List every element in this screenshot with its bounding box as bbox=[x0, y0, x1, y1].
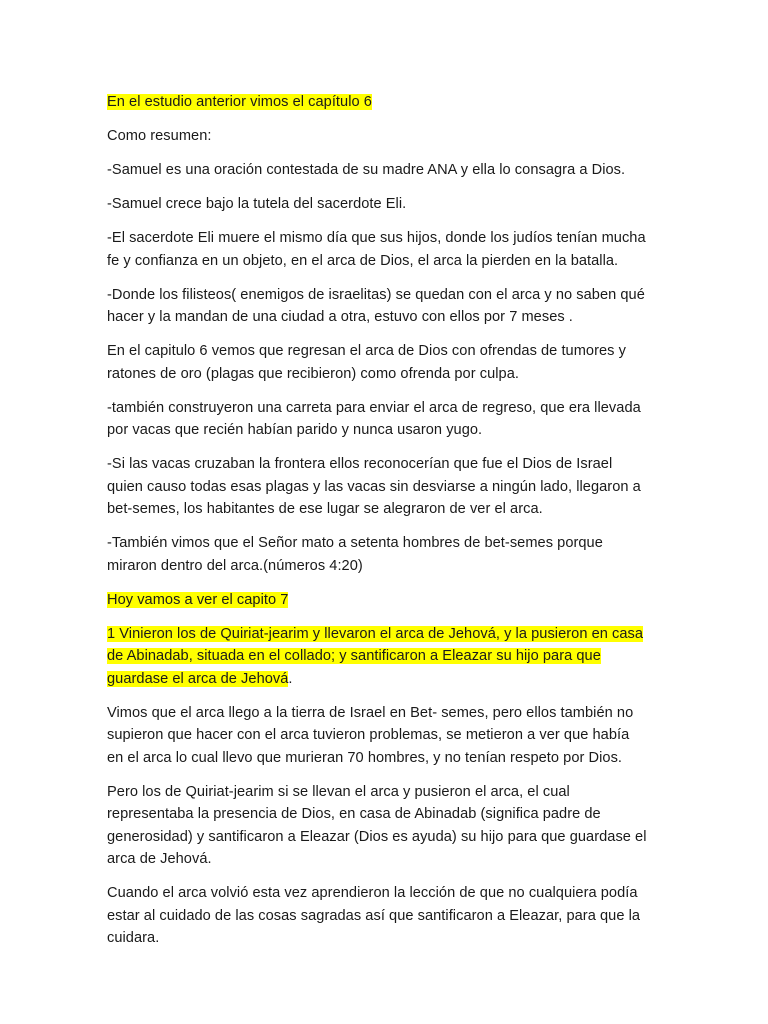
paragraph-summary-item: -El sacerdote Eli muere el mismo día que sus hijos, donde los judíos tenían mucha fe y confianza en un objeto, en el arca de Dios, el arca la pierden en la batalla. bbox=[107, 230, 646, 269]
paragraph-summary-item: -Samuel crece bajo la tutela del sacerdote Eli. bbox=[107, 196, 407, 212]
paragraph-commentary: Vimos que el arca llego a la tierra de Israel en Bet- semes, pero ellos también no supieron que hacer con el arca tuvieron problemas, se metieron a ver que había en el arca lo cual llevo que murieran 70 hombres, y no tenían respeto por Dios. bbox=[107, 704, 634, 766]
highlighted-text: Hoy vamos a ver el capito 7 bbox=[107, 591, 289, 608]
paragraph-summary-item: -Donde los filisteos( enemigos de israelitas) se quedan con el arca y no saben qué hacer y la mandan de una ciudad a otra, estuvo con ellos por 7 meses . bbox=[107, 286, 645, 325]
paragraph-summary-item: -Si las vacas cruzaban la frontera ellos reconocerían que fue el Dios de Israel quien causo todas esas plagas y las vacas sin desviarse a ningún lado, llegaron a bet-semes, los habitantes de ese lugar se alegraron de ver el arca. bbox=[107, 456, 641, 517]
paragraph-summary-item: -también construyeron una carreta para enviar el arca de regreso, que era llevada por vacas que recién habían parido y nunca usaron yugo. bbox=[107, 399, 641, 438]
paragraph-verse-1 bbox=[107, 623, 647, 691]
highlighted-verse: 1 Vinieron los de Quiriat-jearim y llevaron el arca de Jehová, y la pusieron en casa de Abinadab, situada en el collado; y santificaron a Eleazar su hijo para que guardase el arca de Jehová bbox=[107, 625, 644, 687]
paragraph-commentary: Pero los de Quiriat-jearim si se llevan el arca y pusieron el arca, el cual representaba la presencia de Dios, en casa de Abinadab (significa padre de generosidad) y santificaron a Eleazar (Dios es ayuda) su hijo para que guardase el arca de Jehová. bbox=[107, 783, 647, 867]
paragraph-summary-heading: Como resumen: bbox=[107, 128, 212, 144]
paragraph-chapter-6: En el capitulo 6 vemos que regresan el arca de Dios con ofrendas de tumores y ratones de oro (plagas que recibieron) como ofrenda por culpa. bbox=[107, 343, 626, 382]
paragraph-summary-item: -Samuel es una oración contestada de su madre ANA y ella lo consagra a Dios. bbox=[107, 162, 626, 178]
paragraph-previous-study bbox=[107, 91, 647, 114]
verse-tail: . bbox=[288, 670, 293, 687]
paragraph-commentary: Cuando el arca volvió esta vez aprendieron la lección de que no cualquiera podía estar al cuidado de las cosas sagradas así que santificaron a Eleazar, para que la cuidara. bbox=[107, 885, 641, 946]
document-body bbox=[107, 91, 647, 961]
highlighted-text: En el estudio anterior vimos el capítulo 6 bbox=[107, 94, 372, 110]
paragraph-chapter-7-heading bbox=[107, 589, 647, 612]
paragraph-summary-item: -También vimos que el Señor mato a setenta hombres de bet-semes porque miraron dentro del arca.(números 4:20) bbox=[107, 535, 603, 574]
